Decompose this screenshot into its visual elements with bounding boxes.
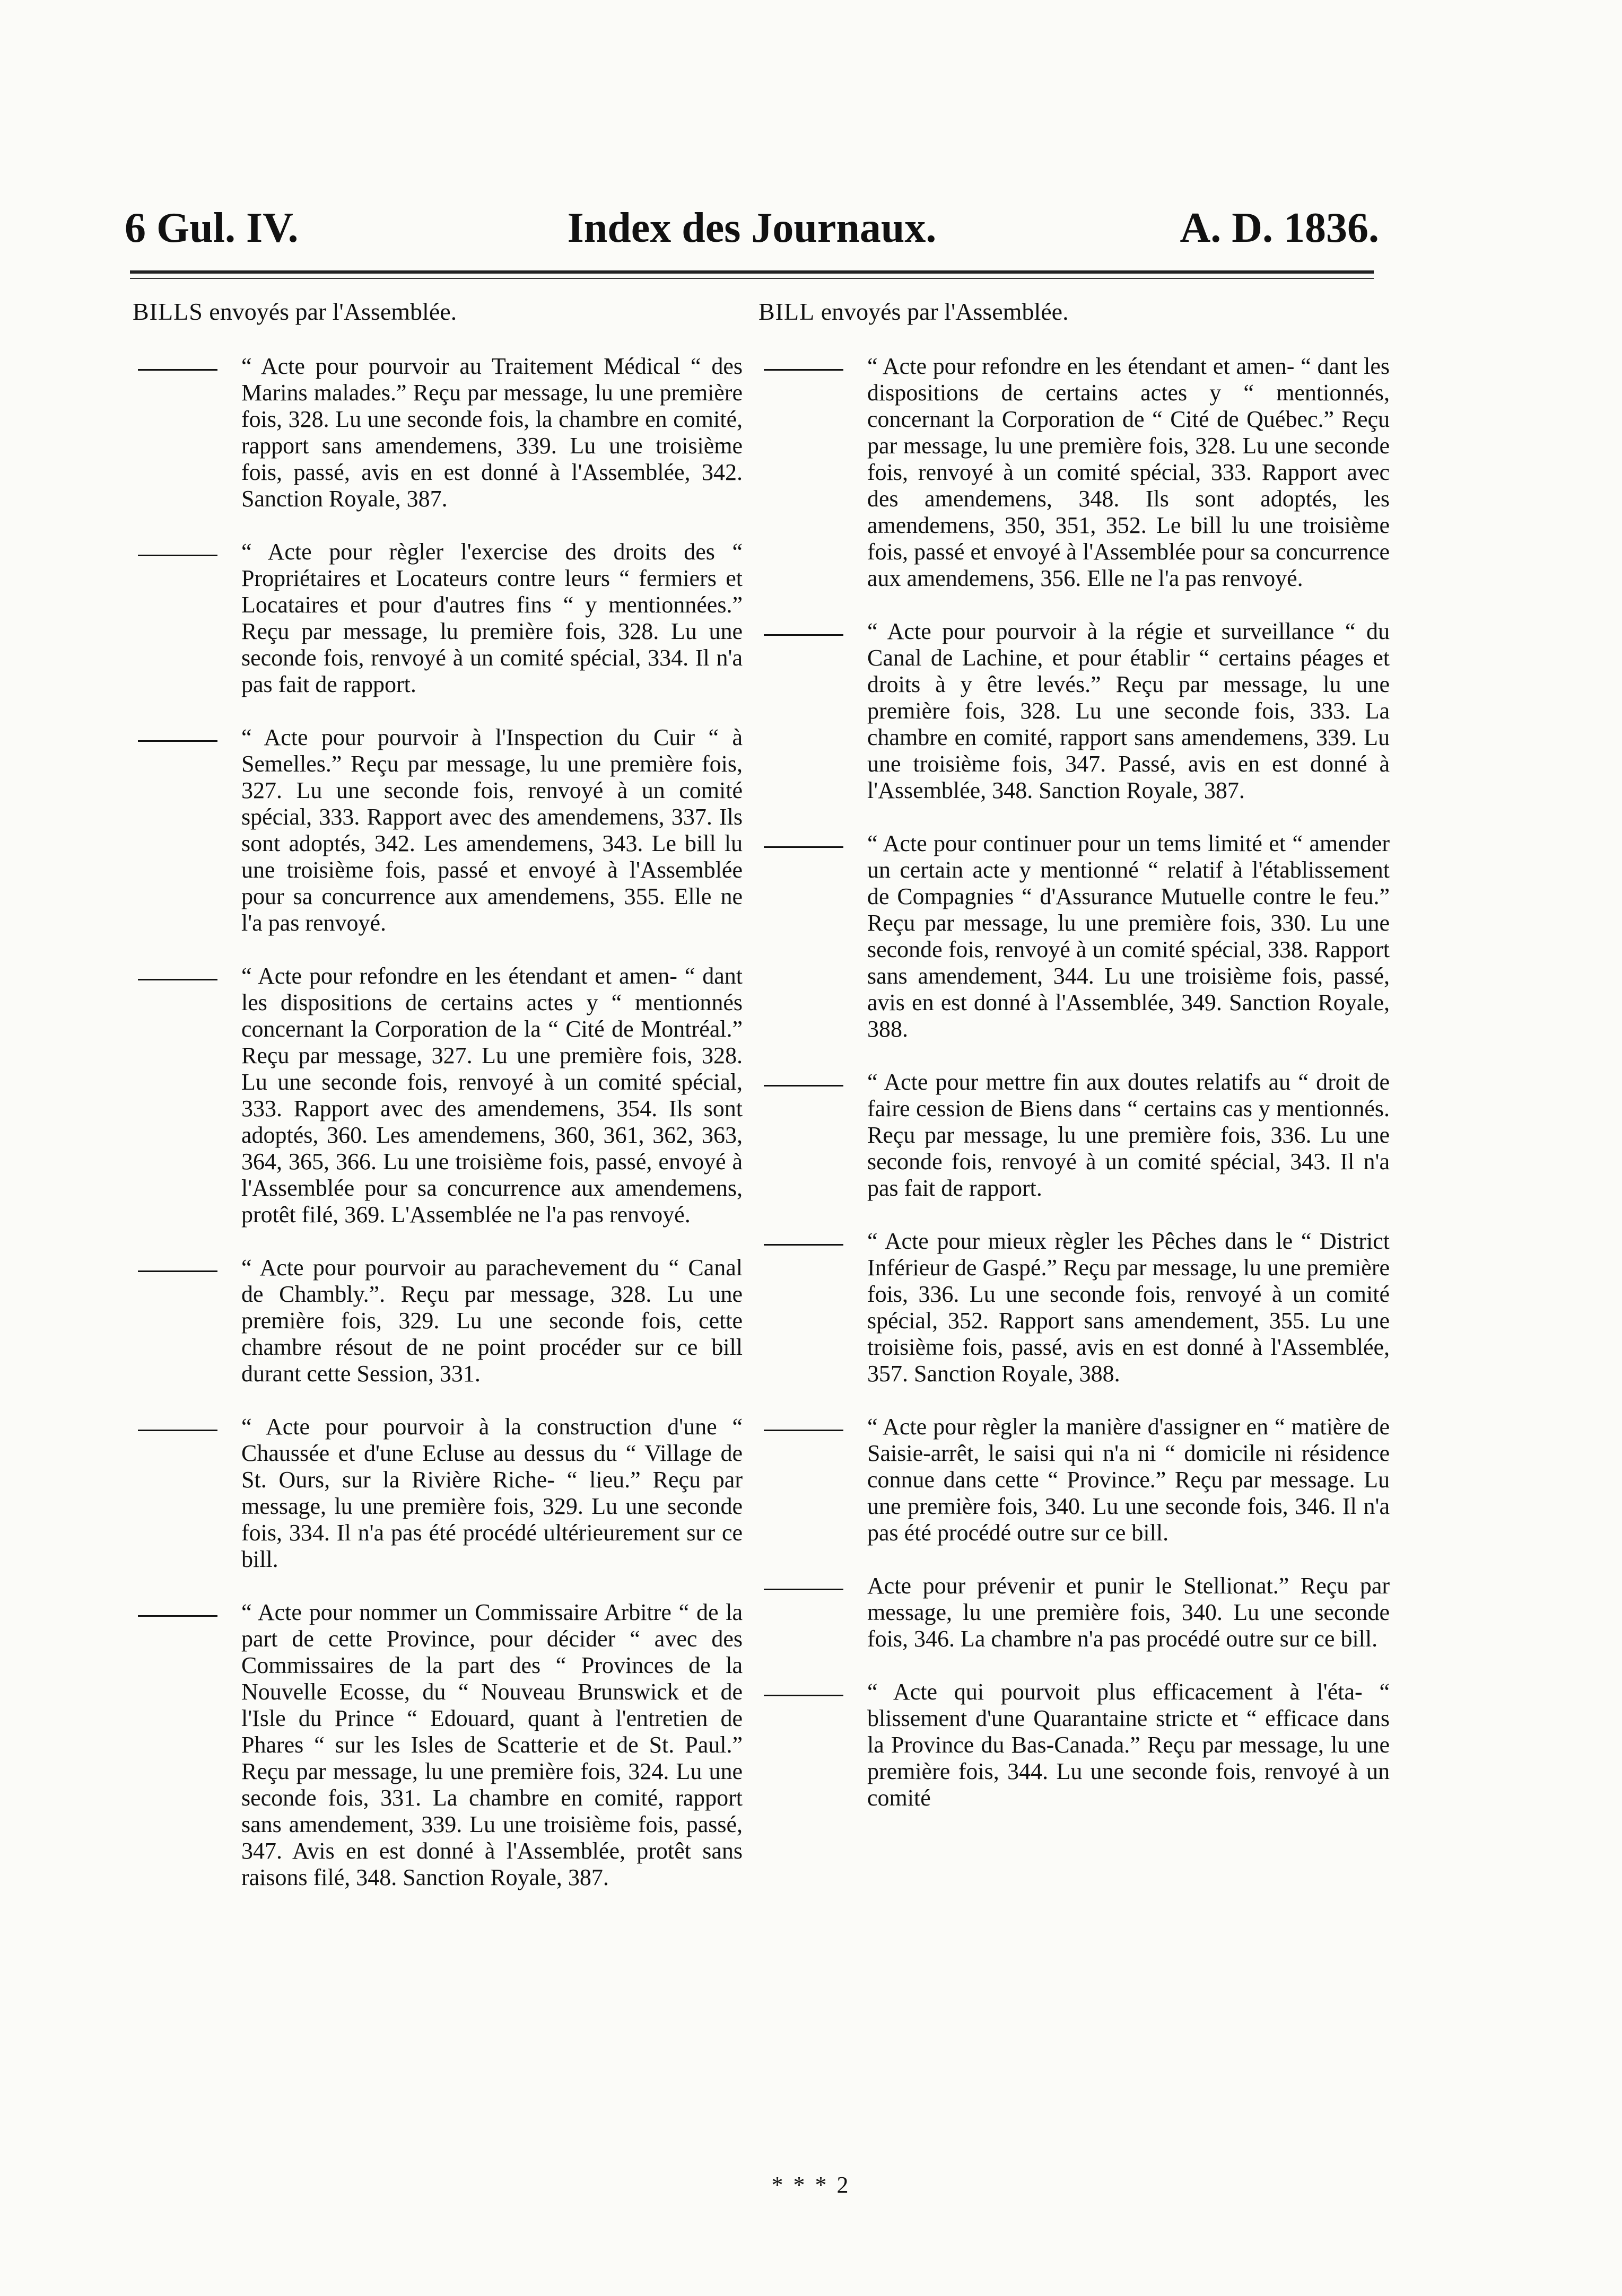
index-entry: [133, 724, 743, 936]
right-section-title: [758, 297, 1390, 327]
entry-text: “ Acte pour continuer pour un tems limité et “ amender un certain acte y mentionné “ relatif à l'établissement de Compagnies “ d'Assurance Mutuelle contre le feu.” Reçu par message, lu une première fois, 330. Lu une seconde fois, renvoyé à un comité spécial, 338. Rapport sans amendement, 344. Lu une troisième fois, passé, avis en est donné à l'Assemblée, 349. Sanction Royale, 388.: [867, 830, 1390, 1042]
entry-text: “ Acte pour règler l'exercise des droits des “ Propriétaires et Locateurs contre leurs “ fermiers et Locataires et pour d'autres fins “ y mentionnées.” Reçu par message, lu première fois, 328. Lu une seconde fois, renvoyé à un comité spécial, 334. Il n'a pas fait de rapport.: [241, 539, 743, 697]
signature-mark: * * * 2: [771, 2172, 851, 2198]
header-rule-thin: [130, 278, 1374, 279]
header-regnal-year: 6 Gul. IV.: [125, 205, 299, 251]
right-section-title-rest: envoyés par l'Assemblée.: [815, 298, 1069, 325]
left-section-title-rest: envoyés par l'Assemblée.: [203, 298, 457, 325]
index-entry: [758, 830, 1390, 1042]
entry-text: “ Acte pour règler la manière d'assigner en “ matière de Saisie-arrêt, le saisi qui n'a ni “ domicile ni résidence connue dans cette “ Province.” Reçu par message. Lu une première fois, 340. Lu une seconde fois, 346. Il n'a pas été procédé outre sur ce bill.: [867, 1414, 1390, 1546]
index-entry: [758, 1228, 1390, 1387]
index-entry: [758, 1679, 1390, 1811]
header-title: Index des Journaux.: [567, 205, 937, 251]
index-entry: [758, 353, 1390, 592]
entry-text: “ Acte pour pourvoir à la construction d'une “ Chaussée et d'une Ecluse au dessus du “ Village de St. Ours, sur la Rivière Riche- “ lieu.” Reçu par message, lu une première fois, 329. Lu une seconde fois, 334. Il n'a pas été procédé ultérieurement sur ce bill.: [241, 1414, 743, 1572]
page-header: [125, 204, 1379, 257]
index-entry: [133, 353, 743, 512]
entry-text: “ Acte pour pourvoir à l'Inspection du Cuir “ à Semelles.” Reçu par message, lu une première fois, 327. Lu une seconde fois, renvoyé à un comité spécial, 333. Rapport avec des amendemens, 337. Ils sont adoptés, 342. Les amendemens, 343. Le bill lu une troisième fois, passé et envoyé à l'Assemblée pour sa concurrence aux amendemens, 355. Elle ne l'a pas renvoyé.: [241, 724, 743, 936]
entry-text: “ Acte pour mettre fin aux doutes relatifs au “ droit de faire cession de Biens dans “ certains cas y mentionnés. Reçu par message, lu une première fois, 336. Lu une seconde fois, renvoyé à un comité spécial, 343. Il n'a pas fait de rapport.: [867, 1069, 1390, 1201]
index-entry: [133, 1599, 743, 1891]
left-section-title-bold: BILLS: [133, 298, 203, 325]
index-entry: [758, 618, 1390, 804]
entry-text: “ Acte pour pourvoir à la régie et surveillance “ du Canal de Lachine, et pour établir “ certains péages et droits à y être levés.” Reçu par message, lu une première fois, 328. Lu une seconde fois, 333. La chambre en comité, rapport sans amendemens, 339. Lu une troisième fois, 347. Passé, avis en est donné à l'Assemblée, 348. Sanction Royale, 387.: [867, 618, 1390, 803]
index-entry: [758, 1069, 1390, 1202]
entry-text: “ Acte pour nommer un Commissaire Arbitre “ de la part de cette Province, pour décider “ avec des Commissaires de la part des “ Provinces de la Nouvelle Ecosse, du “ Nouveau Brunswick et de l'Isle du Prince “ Edouard, quant à l'entretien de Phares “ sur les Isles de Scatterie et de St. Paul.” Reçu par message, lu une première fois, 324. Lu une seconde fois, 331. La chambre en comité, rapport sans amendement, 339. Lu une troisième fois, passé, 347. Avis en est donné à l'Assemblée, protêt sans raisons filé, 348. Sanction Royale, 387.: [241, 1599, 743, 1890]
index-entry: [133, 963, 743, 1228]
header-rule-thick: [130, 270, 1374, 274]
index-entry: [133, 1255, 743, 1387]
left-section-title: [133, 297, 743, 327]
entry-text: “ Acte pour mieux règler les Pêches dans le “ District Inférieur de Gaspé.” Reçu par message, lu une première fois, 336. Lu une seconde fois, renvoyé à un comité spécial, 352. Rapport sans amendement, 355. Lu une troisième fois, passé, avis en est donné à l'Assemblée, 357. Sanction Royale, 388.: [867, 1228, 1390, 1387]
right-section-title-bold: BILL: [758, 298, 815, 325]
index-entry: [133, 1414, 743, 1573]
entry-text: “ Acte qui pourvoit plus efficacement à l'éta- “ blissement d'une Quarantaine stricte et “ efficace dans la Province du Bas-Canada.” Reçu par message, lu une première fois, 344. Lu une seconde fois, renvoyé à un comité: [867, 1679, 1390, 1811]
header-year: A. D. 1836.: [1180, 205, 1379, 251]
right-column: [758, 297, 1390, 1838]
entry-text: “ Acte pour refondre en les étendant et amen- “ dant les dispositions de certains actes y “ mentionnés concernant la Corporation de la “ Cité de Montréal.” Reçu par message, 327. Lu une première fois, 328. Lu une seconde fois, renvoyé à un comité spécial, 333. Rapport avec des amendemens, 354. Ils sont adoptés, 360. Les amendemens, 360, 361, 362, 363, 364, 365, 366. Lu une troisième fois, passé, envoyé à l'Assemblée pour sa concurrence aux amendemens, protêt filé, 369. L'Assemblée ne l'a pas renvoyé.: [241, 963, 743, 1228]
entry-text: Acte pour prévenir et punir le Stellionat.” Reçu par message, lu une première fois, 340. Lu une seconde fois, 346. La chambre n'a pas procédé outre sur ce bill.: [867, 1573, 1390, 1652]
index-entry: [133, 539, 743, 698]
entry-text: “ Acte pour refondre en les étendant et amen- “ dant les dispositions de certains actes y “ mentionnés, concernant la Corporation de “ Cité de Québec.” Reçu par message, lu une première fois, 328. Lu une seconde fois, renvoyé à un comité spécial, 333. Rapport avec des amendemens, 348. Ils sont adoptés, les amendemens, 350, 351, 352. Le bill lu une troisième fois, passé et envoyé à l'Assemblée pour sa concurrence aux amendemens, 356. Elle ne l'a pas renvoyé.: [867, 353, 1390, 591]
left-column: [133, 297, 743, 1917]
index-entry: [758, 1573, 1390, 1652]
index-entry: [758, 1414, 1390, 1546]
entry-text: “ Acte pour pourvoir au Traitement Médical “ des Marins malades.” Reçu par message, lu une première fois, 328. Lu une seconde fois, la chambre en comité, rapport sans amendemens, 339. Lu une troisième fois, passé, avis en est donné à l'Assemblée, 342. Sanction Royale, 387.: [241, 353, 743, 512]
entry-text: “ Acte pour pourvoir au parachevement du “ Canal de Chambly.”. Reçu par message, 328. Lu une première fois, 329. Lu une seconde fois, cette chambre résout de ne point procéder sur ce bill durant cette Session, 331.: [241, 1255, 743, 1387]
